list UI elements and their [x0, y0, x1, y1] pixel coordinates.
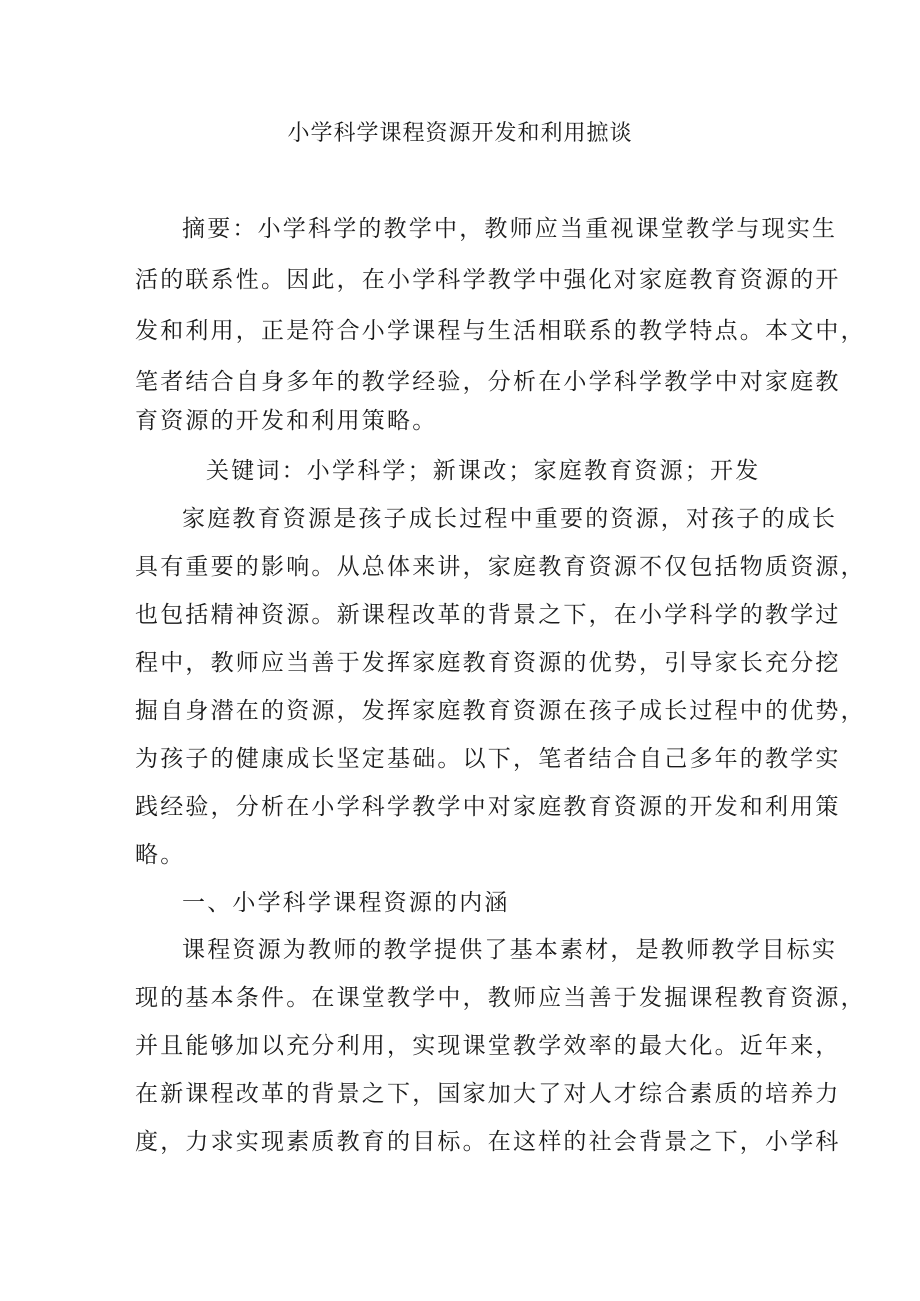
intro-line: 家庭教育资源是孩子成长过程中重要的资源，对孩子的成长 [182, 506, 838, 532]
section-line: 课程资源为教师的教学提供了基本素材，是教师教学目标实 [182, 937, 838, 963]
section-heading: 一、小学科学课程资源的内涵 [182, 890, 510, 916]
abstract-line: 摘要：小学科学的教学中，教师应当重视课堂教学与现实生 [182, 216, 838, 242]
abstract-line: 发和利用，正是符合小学课程与生活相联系的教学特点。本文中， [135, 318, 866, 344]
intro-line: 为孩子的健康成长坚定基础。以下，笔者结合自己多年的教学实 [135, 746, 841, 772]
abstract-line: 笔者结合自身多年的教学经验，分析在小学科学教学中对家庭教 [135, 369, 841, 395]
abstract-line: 活的联系性。因此，在小学科学教学中强化对家庭教育资源的开 [135, 267, 841, 293]
document-title: 小学科学课程资源开发和利用摭谈 [287, 121, 633, 146]
intro-line: 践经验，分析在小学科学教学中对家庭教育资源的开发和利用策 [135, 794, 841, 820]
section-line: 在新课程改革的背景之下，国家加大了对人才综合素质的培养力 [135, 1081, 841, 1107]
intro-line: 略。 [135, 842, 186, 868]
intro-line: 掘自身潜在的资源，发挥家庭教育资源在孩子成长过程中的优势， [135, 698, 866, 724]
abstract-line: 育资源的开发和利用策略。 [135, 408, 438, 434]
intro-line: 程中，教师应当善于发挥家庭教育资源的优势，引导家长充分挖 [135, 650, 841, 676]
section-line: 现的基本条件。在课堂教学中，教师应当善于发掘课程教育资源， [135, 985, 866, 1011]
intro-line: 具有重要的影响。从总体来讲，家庭教育资源不仅包括物质资源， [135, 554, 866, 580]
intro-line: 也包括精神资源。新课程改革的背景之下，在小学科学的教学过 [135, 602, 841, 628]
keywords-line: 关键词：小学科学；新课改；家庭教育资源；开发 [206, 458, 761, 484]
section-line: 并且能够加以充分利用，实现课堂教学效率的最大化。近年来， [135, 1033, 841, 1059]
section-line: 度，力求实现素质教育的目标。在这样的社会背景之下，小学科 [135, 1129, 841, 1155]
